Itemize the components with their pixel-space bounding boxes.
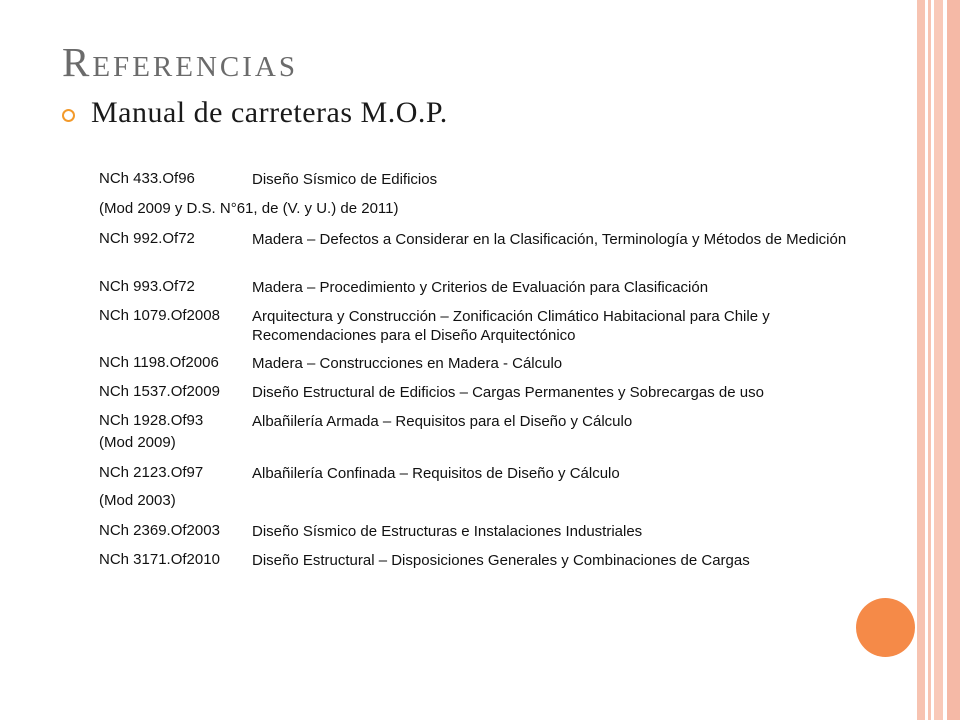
reference-code: NCh 1198.Of2006: [99, 354, 219, 371]
reference-note-text: (Mod 2003): [99, 492, 176, 509]
accent-circle: [856, 598, 915, 657]
reference-code: NCh 2369.Of2003: [99, 522, 220, 539]
decorative-stripe: [947, 0, 960, 720]
reference-title: Diseño Sísmico de Edificios: [252, 171, 438, 188]
reference-code: NCh 2123.Of97: [99, 464, 204, 481]
circle-bullet-icon: [62, 109, 75, 122]
reference-title: Albañilería Armada – Requisitos para el Diseño y Cálculo: [252, 413, 633, 430]
reference-title: Diseño Sísmico de Estructuras e Instalaciones Industriales: [252, 523, 643, 540]
decorative-stripe: [917, 0, 925, 720]
reference-title: Madera – Defectos a Considerar en la Clasificación, Terminología y Métodos de Medición: [252, 231, 847, 248]
reference-title: Arquitectura y Construcción – Zonificación Climático Habitacional para Chile y Recomendaciones para el Diseño Arquitectónico: [252, 308, 770, 344]
reference-title: Diseño Estructural de Edificios – Cargas Permanentes y Sobrecargas de uso: [252, 384, 764, 401]
decorative-stripe: [934, 0, 943, 720]
decorative-stripe: [928, 0, 931, 720]
reference-title: Madera – Procedimiento y Criterios de Evaluación para Clasificación: [252, 279, 709, 296]
reference-note-text: (Mod 2009): [99, 434, 176, 451]
reference-code: NCh 1079.Of2008: [99, 307, 220, 324]
slide-title: Referencias: [62, 39, 298, 85]
bullet-text: Manual de carreteras M.O.P.: [91, 96, 448, 129]
reference-code: NCh 1928.Of93: [99, 412, 204, 429]
bullet-item: [62, 96, 448, 130]
reference-title: Diseño Estructural – Disposiciones Generales y Combinaciones de Cargas: [252, 552, 750, 569]
reference-code: NCh 433.Of96: [99, 170, 195, 187]
reference-note-text: (Mod 2009 y D.S. N°61, de (V. y U.) de 2011): [99, 200, 399, 217]
reference-code: NCh 993.Of72: [99, 278, 195, 295]
reference-title: Albañilería Confinada – Requisitos de Diseño y Cálculo: [252, 465, 620, 482]
reference-code: NCh 3171.Of2010: [99, 551, 220, 568]
reference-code: NCh 992.Of72: [99, 230, 195, 247]
reference-code: NCh 1537.Of2009: [99, 383, 220, 400]
reference-title: Madera – Construcciones en Madera - Cálculo: [252, 355, 563, 372]
